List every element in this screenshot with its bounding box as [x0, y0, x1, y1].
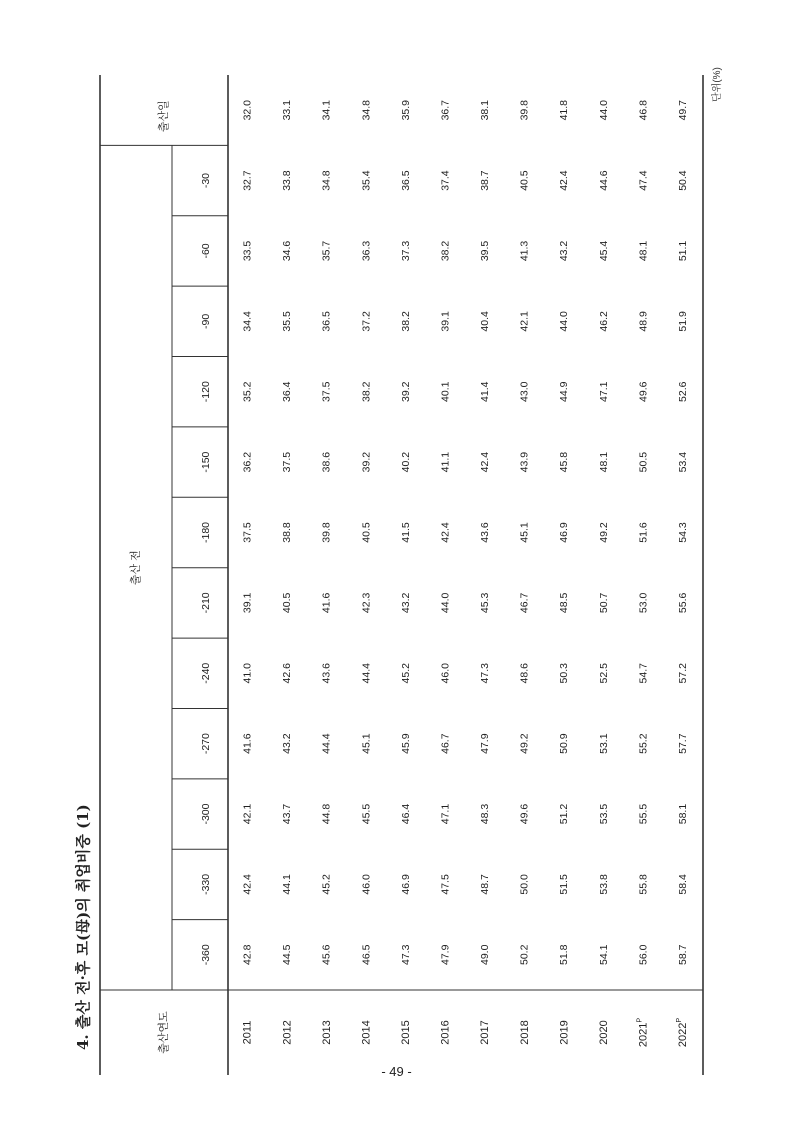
table-cell: 53.0 — [637, 592, 650, 614]
table-cell: 36.4 — [281, 381, 294, 402]
row-year-label: 2018 — [518, 1020, 531, 1045]
table-cell: 36.2 — [241, 451, 254, 473]
table-cell: 41.6 — [320, 592, 333, 614]
table-cell: 37.3 — [399, 240, 412, 262]
table-cell: 49.6 — [637, 381, 650, 402]
table-cell: 51.2 — [558, 803, 571, 825]
data-table — [100, 75, 703, 1075]
table-cell: 39.2 — [399, 381, 412, 402]
row-year-label: 2013 — [320, 1020, 333, 1045]
column-header: -270 — [199, 733, 212, 755]
table-cell: 41.5 — [399, 522, 412, 543]
table-cell: 35.2 — [241, 381, 254, 402]
row-year-label: 2016 — [439, 1020, 452, 1045]
table-cell: 45.2 — [399, 663, 412, 684]
table-cell: 55.6 — [676, 592, 689, 614]
table-cell: 40.5 — [281, 592, 294, 614]
table-cell: 32.0 — [241, 99, 254, 121]
table-cell: 45.3 — [479, 592, 492, 614]
table-cell: 51.9 — [676, 311, 689, 332]
table-cell: 50.9 — [558, 733, 571, 754]
row-year-label: $2021^P$ — [635, 1017, 650, 1048]
page-number: - 49 - — [381, 1064, 412, 1079]
table-cell: 38.1 — [479, 99, 492, 121]
column-header: -150 — [199, 451, 212, 473]
table-cell: 42.4 — [479, 451, 492, 473]
table-cell: 46.5 — [360, 944, 373, 966]
table-cell: 50.0 — [518, 874, 531, 895]
table-cell: 46.2 — [597, 311, 610, 332]
table-cell: 51.5 — [558, 874, 571, 895]
table-cell: 41.1 — [439, 451, 452, 473]
last-header-label: 출산일 — [157, 100, 170, 133]
column-header: -120 — [199, 381, 212, 403]
row-year-label: 2011 — [241, 1020, 254, 1045]
table-cell: 55.2 — [637, 733, 650, 754]
table-cell: 46.0 — [439, 663, 452, 684]
row-year-label: 2012 — [281, 1020, 294, 1045]
table-cell: 45.9 — [399, 733, 412, 754]
table-cell: 52.6 — [676, 381, 689, 402]
table-cell: 37.5 — [241, 522, 254, 543]
table-cell: 43.9 — [518, 451, 531, 473]
table-cell: 49.7 — [676, 99, 689, 121]
table-cell: 43.7 — [281, 803, 294, 825]
table-cell: 33.8 — [281, 170, 294, 191]
table-cell: 50.3 — [558, 663, 571, 684]
table-cell: 43.2 — [281, 733, 294, 754]
table-cell: 38.2 — [439, 240, 452, 262]
table-cell: 40.5 — [518, 170, 531, 191]
table-cell: 44.0 — [558, 311, 571, 332]
table-cell: 35.9 — [399, 99, 412, 121]
table-cell: 45.4 — [597, 240, 610, 262]
table-cell: 42.1 — [241, 803, 254, 825]
table-cell: 46.7 — [439, 733, 452, 754]
table-cell: 57.7 — [676, 733, 689, 754]
table-cell: 51.1 — [676, 240, 689, 262]
table-cell: 46.8 — [637, 99, 650, 121]
table-cell: 45.8 — [558, 451, 571, 473]
table-cell: 39.8 — [320, 522, 333, 543]
table-cell: 49.2 — [597, 522, 610, 543]
table-cell: 47.3 — [479, 663, 492, 684]
table-cell: 37.5 — [281, 451, 294, 473]
table-cell: 42.4 — [439, 522, 452, 543]
column-header: -210 — [199, 592, 212, 614]
table-cell: 42.1 — [518, 311, 531, 332]
table-cell: 50.5 — [637, 451, 650, 473]
table-cell: 44.8 — [320, 803, 333, 825]
table-cell: 44.1 — [281, 874, 294, 895]
table-grid — [100, 75, 703, 1075]
table-cell: 44.4 — [320, 733, 333, 754]
table-cell: 44.4 — [360, 663, 373, 684]
table-cell: 40.1 — [439, 381, 452, 402]
table-cell: 32.7 — [241, 170, 254, 191]
table-cell: 43.2 — [399, 592, 412, 614]
row-year-label: 2019 — [558, 1020, 571, 1045]
table-cell: 36.7 — [439, 99, 452, 121]
table-cell: 48.7 — [479, 874, 492, 895]
table-cell: 53.8 — [597, 874, 610, 895]
table-cell: 33.5 — [241, 240, 254, 262]
table-cell: 33.1 — [281, 99, 294, 121]
table-cell: 45.1 — [518, 522, 531, 543]
column-header: -180 — [199, 521, 212, 544]
table-cell: 48.1 — [597, 451, 610, 473]
table-cell: 37.5 — [320, 381, 333, 402]
table-cell: 45.2 — [320, 874, 333, 895]
table-cell: 37.2 — [360, 311, 373, 332]
table-cell: 48.3 — [479, 803, 492, 825]
table-cell: 43.2 — [558, 240, 571, 262]
table-cell: 47.9 — [479, 733, 492, 754]
table-cell: 39.8 — [518, 99, 531, 121]
table-cell: 54.3 — [676, 522, 689, 543]
table-cell: 34.8 — [360, 99, 373, 121]
column-header: -240 — [199, 662, 212, 684]
table-cell: 51.8 — [558, 944, 571, 966]
column-header: -30 — [199, 172, 212, 189]
table-cell: 49.0 — [479, 944, 492, 966]
table-cell: 44.6 — [597, 170, 610, 191]
table-cell: 46.0 — [360, 874, 373, 895]
column-header: -300 — [199, 803, 212, 825]
table-cell: 40.5 — [360, 522, 373, 543]
row-header-label: 출산연도 — [157, 1011, 170, 1054]
table-cell: 56.0 — [637, 944, 650, 966]
table-cell: 47.5 — [439, 874, 452, 895]
table-cell: 49.2 — [518, 733, 531, 754]
table-cell: 45.1 — [360, 733, 373, 754]
table-cell: 42.4 — [241, 874, 254, 895]
table-cell: 53.1 — [597, 733, 610, 754]
table-cell: 50.4 — [676, 170, 689, 191]
table-cell: 39.5 — [479, 240, 492, 262]
table-cell: 39.2 — [360, 451, 373, 473]
table-cell: 48.1 — [637, 240, 650, 262]
table-cell: 36.3 — [360, 240, 373, 262]
table-cell: 36.5 — [399, 170, 412, 191]
table-cell: 35.5 — [281, 311, 294, 332]
table-cell: 45.6 — [320, 944, 333, 966]
table-cell: 46.9 — [558, 522, 571, 543]
group-header-label: 출산 전 — [129, 550, 142, 586]
table-cell: 47.1 — [597, 381, 610, 402]
column-header: -60 — [199, 243, 212, 259]
table-cell: 40.2 — [399, 451, 412, 473]
table-cell: 47.1 — [439, 803, 452, 825]
table-cell: 45.5 — [360, 803, 373, 825]
table-cell: 41.6 — [241, 733, 254, 754]
table-cell: 54.1 — [597, 944, 610, 966]
table-cell: 58.1 — [676, 803, 689, 825]
table-cell: 35.4 — [360, 170, 373, 191]
table-cell: 43.0 — [518, 381, 531, 402]
row-year-label: 2020 — [597, 1020, 610, 1045]
table-cell: 38.2 — [360, 381, 373, 402]
table-cell: 39.1 — [241, 592, 254, 614]
table-cell: 38.6 — [320, 451, 333, 473]
table-cell: 48.9 — [637, 311, 650, 332]
table-cell: 58.4 — [676, 874, 689, 895]
table-cell: 58.7 — [676, 944, 689, 966]
table-cell: 43.6 — [320, 663, 333, 684]
table-cell: 54.7 — [637, 663, 650, 684]
table-cell: 57.2 — [676, 663, 689, 684]
table-cell: 35.7 — [320, 240, 333, 262]
row-year-label: 2015 — [400, 1020, 413, 1045]
row-year-label: 2017 — [479, 1020, 492, 1045]
table-cell: 42.3 — [360, 592, 373, 614]
column-header: -90 — [199, 313, 212, 329]
table-cell: 40.4 — [479, 311, 492, 332]
table-cell: 53.4 — [676, 451, 689, 473]
table-cell: 46.7 — [518, 592, 531, 614]
table-cell: 50.2 — [518, 944, 531, 966]
table-cell: 47.4 — [637, 170, 650, 191]
table-cell: 34.4 — [241, 311, 254, 332]
table-cell: 52.5 — [597, 663, 610, 684]
table-cell: 55.8 — [637, 874, 650, 895]
table-cell: 44.9 — [558, 381, 571, 402]
table-cell: 39.1 — [439, 311, 452, 332]
column-header: -360 — [199, 944, 212, 966]
table-cell: 46.9 — [399, 874, 412, 895]
table-cell: 38.7 — [479, 170, 492, 191]
table-cell: 49.6 — [518, 803, 531, 825]
table-cell: 42.8 — [241, 944, 254, 966]
table-cell: 34.8 — [320, 170, 333, 191]
table-cell: 46.4 — [399, 803, 412, 825]
table-cell: 44.0 — [597, 99, 610, 121]
table-cell: 38.8 — [281, 522, 294, 543]
table-cell: 41.3 — [518, 240, 531, 262]
table-cell: 47.3 — [399, 944, 412, 966]
table-cell: 34.6 — [281, 240, 294, 262]
unit-label: 단위(%) — [712, 67, 723, 102]
table-cell: 42.4 — [558, 170, 571, 191]
table-cell: 50.7 — [597, 592, 610, 614]
row-year-label: $2022^P$ — [675, 1017, 690, 1048]
table-cell: 36.5 — [320, 311, 333, 332]
table-cell: 55.5 — [637, 803, 650, 825]
row-year-label: 2014 — [360, 1020, 373, 1045]
table-cell: 48.5 — [558, 592, 571, 614]
page-title: 4. 출산 전·후 모(母)의 취업비중 (1) — [74, 804, 92, 1050]
table-cell: 48.6 — [518, 663, 531, 684]
table-cell: 37.4 — [439, 170, 452, 191]
column-header: -330 — [199, 873, 212, 895]
table-cell: 41.0 — [241, 663, 254, 684]
table-cell: 44.0 — [439, 592, 452, 614]
table-cell: 47.9 — [439, 944, 452, 966]
table-cell: 34.1 — [320, 99, 333, 121]
table-cell: 42.6 — [281, 663, 294, 684]
table-cell: 44.5 — [281, 944, 294, 966]
table-cell: 38.2 — [399, 311, 412, 332]
table-cell: 53.5 — [597, 803, 610, 825]
table-cell: 41.8 — [558, 99, 571, 121]
table-cell: 51.6 — [637, 522, 650, 543]
table-cell: 41.4 — [479, 381, 492, 402]
table-cell: 43.6 — [479, 522, 492, 543]
